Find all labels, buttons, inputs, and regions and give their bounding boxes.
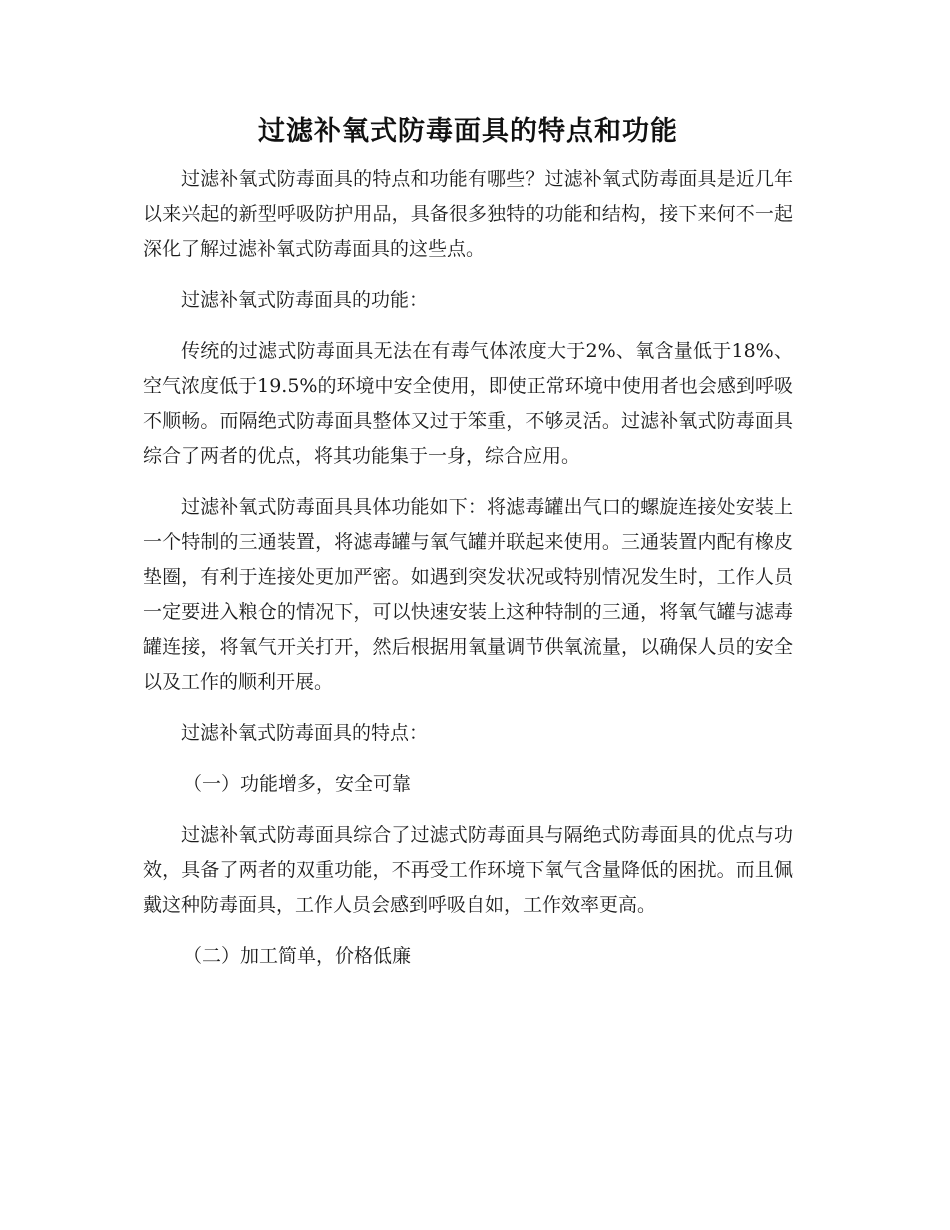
feature-2-title: （二）加工简单，价格低廉: [183, 945, 412, 967]
feature-1-paragraph: 过滤补氧式防毒面具综合了过滤式防毒面具与隔绝式防毒面具的优点与功效，具备了两者的双重功能，不再受工作环境下氧气含量降低的困扰。而且佩戴这种防毒面具，工作人员会感到呼吸自如，工作效率更高。: [143, 824, 793, 916]
feature-heading: 过滤补氧式防毒面具的特点：: [181, 722, 429, 744]
document-body: [143, 112, 793, 990]
document-title: 过滤补氧式防毒面具的特点和功能: [258, 116, 678, 147]
function-heading: 过滤补氧式防毒面具的功能：: [181, 289, 429, 311]
feature-1-title: （一）功能增多，安全可靠: [183, 773, 412, 795]
intro-paragraph: 过滤补氧式防毒面具的特点和功能有哪些？过滤补氧式防毒面具是近几年以来兴起的新型呼吸防护用品，具备很多独特的功能和结构，接下来何不一起深化了解过滤补氧式防毒面具的这些点。: [143, 168, 793, 260]
function-paragraph-2: 过滤补氧式防毒面具具体功能如下：将滤毒罐出气口的螺旋连接处安装上一个特制的三通装置，将滤毒罐与氧气罐并联起来使用。三通装置内配有橡皮垫圈，有利于连接处更加严密。如遇到突发状况或特别情况发生时，工作人员一定要进入粮仓的情况下，可以快速安装上这种特制的三通，将氧气罐与滤毒罐连接，将氧气开关打开，然后根据用氧量调节供氧流量，以确保人员的安全以及工作的顺利开展。: [143, 496, 793, 693]
function-paragraph-1: 传统的过滤式防毒面具无法在有毒气体浓度大于2%、氧含量低于18%、空气浓度低于19.5%的环境中安全使用，即使正常环境中使用者也会感到呼吸不顺畅。而隔绝式防毒面具整体又过于笨重，不够灵活。过滤补氧式防毒面具综合了两者的优点，将其功能集于一身，综合应用。: [143, 340, 793, 467]
